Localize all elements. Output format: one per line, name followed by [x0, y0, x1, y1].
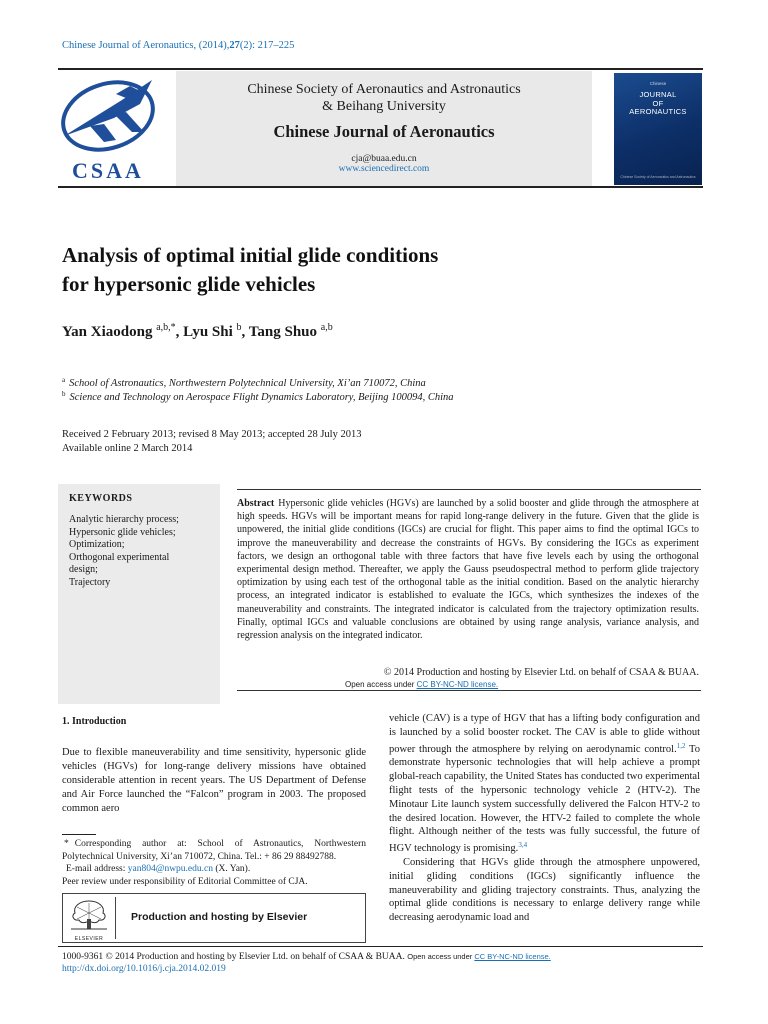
elsevier-tree-icon: [67, 897, 111, 931]
author-affiliation-mark[interactable]: a,b,*: [156, 322, 176, 333]
author-email-link[interactable]: yan804@nwpu.edu.cn: [127, 864, 213, 874]
cover-title: [614, 91, 702, 117]
section-heading: 1. Introduction: [62, 716, 127, 727]
journal-name: Chinese Journal of Aeronautics: [273, 122, 495, 141]
footer-copyright: [62, 952, 551, 962]
society-name: [176, 81, 592, 115]
available-online-date: Available online 2 March 2014: [62, 442, 193, 454]
open-access-prefix: Open access under: [345, 680, 417, 689]
abstract: [237, 497, 699, 642]
affiliation: [62, 390, 453, 403]
csaa-emblem-icon: [56, 74, 160, 158]
author-affiliation-mark[interactable]: a,b: [320, 322, 333, 333]
keyword-item: Analytic hierarchy process;: [69, 514, 179, 525]
footer-copyright-text: 1000-9361 © 2014 Production and hosting by Elsevier Ltd. on behalf of CSAA & BUAA.: [62, 952, 405, 962]
journal-email[interactable]: cja@buaa.edu.cn: [351, 154, 417, 164]
intro-right-paragraph-1: [389, 712, 700, 856]
production-hosting-label: Production and hosting by Elsevier: [131, 911, 308, 923]
title-line-2: for hypersonic glide vehicles: [62, 272, 316, 296]
received-dates: Received 2 February 2013; revised 8 May 2013; accepted 28 July 2013: [62, 429, 362, 440]
title-line-1: Analysis of optimal initial glide conditions: [62, 243, 439, 267]
author-separator: ,: [175, 324, 184, 340]
cover-footer: Chinese Society of Aeronautics and Astronautics: [620, 175, 696, 179]
abstract-top-rule: [237, 489, 701, 490]
keywords-heading: KEYWORDS: [69, 493, 133, 504]
cover-small-text: Chinese: [649, 81, 667, 86]
footer-oa-prefix: Open access under: [407, 952, 475, 961]
intro-left-paragraph: Due to flexible maneuverability and time sensitivity, hypersonic glide vehicles (HGVs) for long-range delivery missions have obtained considerable attention in recent years. The US Department of Defense and Air Force launched the “Falcon” program in 2003. The proposed common aero: [62, 747, 366, 814]
citation-link[interactable]: 1,2: [676, 741, 686, 750]
society-line-1: Chinese Society of Aeronautics and Astronautics: [247, 82, 521, 97]
email-label: E-mail address:: [66, 864, 128, 874]
abstract-text: Hypersonic glide vehicles (HGVs) are launched by a solid booster and glide through the atmosphere at high speeds. HGVs will be important means for rapid long-range delivery in the future. Given that the glide is unpowered, the initial glide conditions (IGCs) are crucial for flight. This paper aims to find the optimal IGCs to improve the maneuverability and decrease the constraints of HGVs. By considering the IGCs as experiment factors, we design an orthogonal table with three factors that have five levels each by using the orthogonal experimental design method. Thereafter, we apply the Gauss pseudospectral method to perform glide trajectory optimization by using each test of the orthogonal table as the initial condition. Based on the analytic hierarchy process, an integrated indicator is established to evaluate the IGCs, which synthesizes the indexes of the maneuverability and constraints. The integrated indicator is calculated from the trajectory optimization results. Finally, optimal IGCs and valuable conclusions are obtained by using range analysis, variance analysis, and regression analysis on the integrated indicator.: [237, 498, 699, 642]
journal-reference[interactable]: [62, 40, 294, 51]
citation-link[interactable]: 3,4: [518, 841, 528, 850]
article-title: [62, 241, 438, 299]
email-suffix: (X. Yan).: [213, 864, 251, 874]
journal-ref-volume: 27: [229, 40, 240, 51]
footer-license-link[interactable]: CC BY-NC-ND license.: [474, 952, 551, 961]
corresponding-author-note: [62, 838, 366, 863]
affiliation-text: School of Astronautics, Northwestern Polytechnical University, Xi’an 710072, China: [69, 378, 426, 389]
abstract-label: Abstract: [237, 498, 275, 509]
logo-text: CSAA: [72, 158, 144, 183]
keyword-item: design;: [69, 564, 98, 575]
abstract-copyright: © 2014 Production and hosting by Elsevier Ltd. on behalf of CSAA & BUAA.: [383, 667, 699, 678]
journal-ref-prefix: Chinese Journal of Aeronautics, (2014),: [62, 40, 230, 51]
journal-website-link[interactable]: www.sciencedirect.com: [338, 164, 430, 174]
journal-header-box: [176, 71, 592, 186]
paragraph-text: vehicle (CAV) is a type of HGV that has a lifting body configuration and is launched by a solid booster rocket. The CAV is able to glide without power through the atmosphere by relying on aerodynamic control.: [389, 713, 700, 755]
affiliation: [62, 376, 426, 389]
abstract-open-access: [345, 680, 498, 689]
keywords-box: [58, 484, 220, 704]
author-name[interactable]: Tang Shuo: [248, 324, 318, 340]
keyword-item: Hypersonic glide vehicles;: [69, 526, 176, 538]
footnote-rule: [62, 834, 96, 835]
elsevier-logo: [67, 897, 111, 942]
affiliation-mark: b: [62, 390, 66, 398]
author-separator: ,: [241, 324, 249, 340]
cover-title-line-1: JOURNAL: [639, 90, 677, 99]
peer-review-note: Peer review under responsibility of Editorial Committee of CJA.: [62, 876, 308, 887]
corresponding-text: Corresponding author at: School of Astronautics, Northwestern Polytechnical University, Xi’an 710072, China. Tel.: + 86 29 88492788.: [62, 839, 366, 862]
header-top-rule: [58, 68, 703, 70]
society-line-2: & Beihang University: [322, 99, 446, 114]
affiliation-text: Science and Technology on Aerospace Flight Dynamics Laboratory, Beijing 100094, China: [69, 392, 454, 403]
author-name[interactable]: Lyu Shi: [183, 324, 233, 340]
email-note: [62, 863, 366, 876]
footnote-star: *: [64, 839, 69, 849]
elsevier-production-box: [62, 893, 366, 943]
elsevier-divider: [115, 897, 116, 939]
cover-title-line-2: OF: [652, 98, 664, 108]
author-name[interactable]: Yan Xiaodong: [62, 324, 153, 340]
doi-link[interactable]: http://dx.doi.org/10.1016/j.cja.2014.02.019: [62, 964, 226, 974]
abstract-bottom-rule: [237, 690, 701, 691]
article-dates: [62, 428, 361, 455]
header-bottom-rule: [58, 186, 703, 188]
affiliation-mark: a: [62, 376, 66, 384]
journal-cover-thumbnail: [614, 73, 702, 185]
footer-open-access: [407, 952, 551, 961]
csaa-logo: [56, 74, 160, 186]
cover-title-line-3: AERONAUTICS: [629, 107, 687, 116]
elsevier-wordmark: ELSEVIER: [74, 936, 104, 942]
keyword-item: Optimization;: [69, 539, 125, 550]
footnote: [62, 838, 366, 888]
author-list: [62, 322, 333, 341]
author-affiliation-mark[interactable]: b: [236, 322, 242, 333]
intro-right-paragraph-2: Considering that HGVs glide through the atmosphere unpowered, initial gliding conditions (IGCs) significantly influence the maneuverability and gliding trajectory constraints. Thus, analyzing the optimal glide conditions is necessary to enlarge delivery range while decreasing aerodynamic load and: [389, 856, 700, 924]
footer-rule: [58, 946, 703, 947]
intro-right-column: [389, 712, 700, 925]
license-link[interactable]: CC BY-NC-ND license.: [416, 680, 499, 689]
keyword-item: Trajectory: [69, 576, 111, 588]
paragraph-text: To demonstrate hypersonic technologies that will help achieve a prompt global-reach capability, the United States has conducted two experimental flight tests of the hypersonic technology vehicle 2 (HTV-2). The Minotaur Lite launch system successfully delivered the Falcon HTV-2 to the desired location. However, the HTV-2 failed to complete the whole flight. Although neither of the tests was fully successful, the future of HGV technology is promising.: [389, 743, 701, 855]
keyword-item: Orthogonal experimental: [69, 551, 170, 563]
journal-ref-suffix: (2): 217–225: [239, 40, 295, 51]
